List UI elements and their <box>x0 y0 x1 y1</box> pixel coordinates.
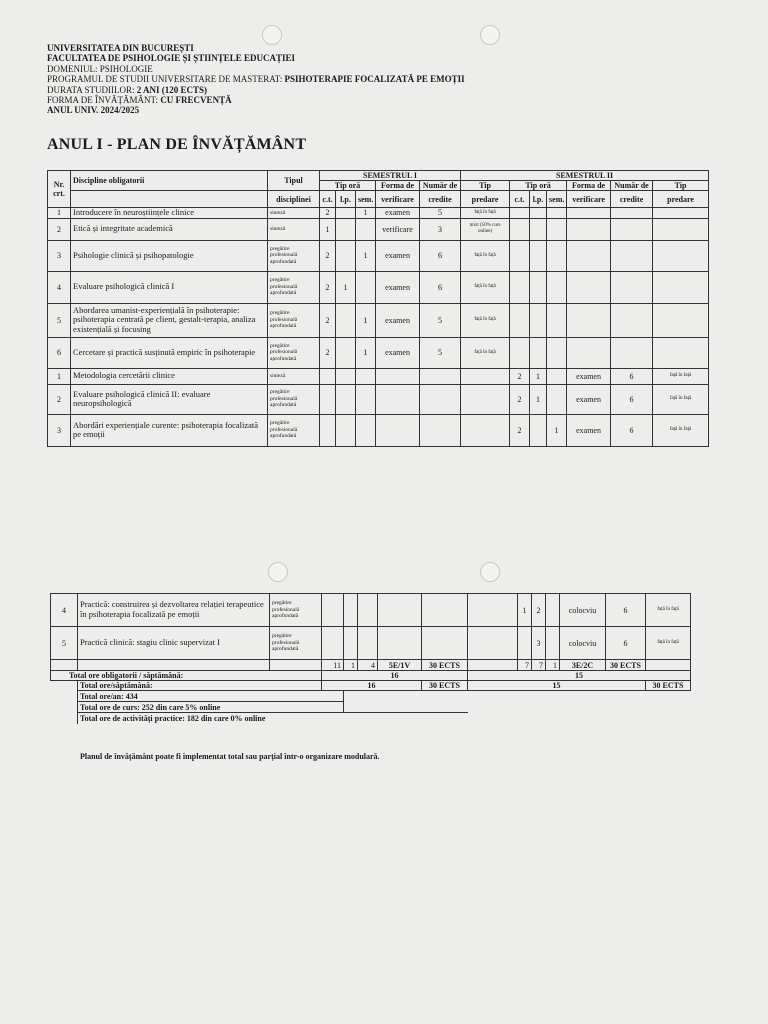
credite-header: credite <box>611 191 653 208</box>
empty-cell <box>344 691 691 702</box>
s2-hours-ct: 2 <box>510 384 530 414</box>
s2-credits <box>611 240 653 271</box>
semester2-header: SEMESTRUL II <box>461 171 709 181</box>
row-number: 3 <box>48 414 71 446</box>
s1-credits: 6 <box>420 271 461 303</box>
total-obligatorii-row <box>51 671 691 681</box>
row-number: 3 <box>48 240 71 271</box>
table-row <box>48 208 709 219</box>
form-label: FORMA DE ÎNVĂȚĂMÂNT: <box>47 95 161 106</box>
row-number: 2 <box>48 218 71 240</box>
empty-cell <box>646 660 691 671</box>
s2-hours-ct <box>510 271 530 303</box>
s1-verification-form <box>376 384 420 414</box>
form-line <box>47 95 465 105</box>
row-number: 4 <box>51 594 78 627</box>
s2-hours-sem <box>546 627 560 660</box>
s2-verification-form: examen <box>567 384 611 414</box>
s1-credits <box>420 414 461 446</box>
s1-teaching-type: față în față <box>461 271 510 303</box>
s1-hours-sem: 1 <box>356 208 376 219</box>
s1-teaching-type <box>461 414 510 446</box>
s2-teaching-type <box>653 337 709 368</box>
s1-verification-form <box>378 594 422 627</box>
total-obligatorii-label: Total ore obligatorii / săptămână: <box>51 671 322 681</box>
table-row <box>48 384 709 414</box>
s2-teaching-type <box>653 240 709 271</box>
ct-header: c.t. <box>320 191 336 208</box>
s1-hours-sem: 1 <box>356 303 376 337</box>
sum-s2-credite: 30 ECTS <box>606 660 646 671</box>
s2-credits: 6 <box>611 414 653 446</box>
s1-verification-form: examen <box>376 240 420 271</box>
s1-hours-ct: 1 <box>320 218 336 240</box>
s2-hours-lp <box>530 303 547 337</box>
discipline-type: pregătire profesională aprofundată <box>268 414 320 446</box>
duration-line <box>47 85 465 95</box>
row-number: 5 <box>48 303 71 337</box>
total-saptamana-s2-ects: 30 ECTS <box>646 681 691 691</box>
sem-header: sem. <box>356 191 376 208</box>
s1-hours-lp <box>344 594 358 627</box>
sum-s1-lp: 1 <box>344 660 358 671</box>
s1-hours-sem <box>358 594 378 627</box>
s2-credits <box>611 218 653 240</box>
document-header <box>47 43 465 116</box>
table-row <box>48 414 709 446</box>
table-row <box>51 627 691 660</box>
row-number: 1 <box>48 208 71 219</box>
academic-year: ANUL UNIV. 2024/2025 <box>47 105 140 116</box>
punch-hole <box>268 562 288 582</box>
s1-hours-ct: 2 <box>320 337 336 368</box>
s1-hours-sem <box>356 271 376 303</box>
s1-hours-sem <box>358 627 378 660</box>
s1-credits: 6 <box>420 240 461 271</box>
sum-s2-lp: 7 <box>532 660 546 671</box>
s2-hours-lp: 3 <box>532 627 546 660</box>
s2-teaching-type: față în față <box>653 384 709 414</box>
s2-hours-sem <box>546 594 560 627</box>
row-number: 1 <box>48 368 71 384</box>
table-row <box>48 271 709 303</box>
s1-credits <box>422 627 468 660</box>
lp-header: l.p. <box>530 191 547 208</box>
program-label: PROGRAMUL DE STUDII UNIVERSITARE DE MASTERAT: <box>47 74 285 85</box>
s2-teaching-type: față în față <box>653 368 709 384</box>
table-row <box>51 594 691 627</box>
discipline-name: Evaluare psihologică clinică II: evaluare neuropsihologică <box>71 384 268 414</box>
s1-teaching-type: față în față <box>461 337 510 368</box>
discipline-name: Practică clinică: stagiu clinic supervizat I <box>78 627 270 660</box>
discipline-type: sinteză <box>268 368 320 384</box>
s2-teaching-type <box>653 303 709 337</box>
s1-teaching-type <box>468 627 518 660</box>
s2-credits: 6 <box>611 368 653 384</box>
s1-verification-form: examen <box>376 271 420 303</box>
numar-de-header: Număr de <box>420 181 461 191</box>
predare-header: predare <box>653 191 709 208</box>
s1-hours-sem <box>356 414 376 446</box>
s1-hours-lp <box>336 240 356 271</box>
s2-credits <box>611 303 653 337</box>
numar-de-header: Număr de <box>611 181 653 191</box>
punch-hole <box>480 25 500 45</box>
row-number: 6 <box>48 337 71 368</box>
s2-hours-lp: 2 <box>532 594 546 627</box>
program-value: PSIHOTERAPIE FOCALIZATĂ PE EMOȚII <box>284 74 465 85</box>
s2-teaching-type <box>653 208 709 219</box>
forma-de-header: Forma de <box>376 181 420 191</box>
nr-label: Nr. <box>53 180 65 189</box>
s2-hours-lp: 1 <box>530 384 547 414</box>
discipline-type: pregătire profesională aprofundată <box>270 627 322 660</box>
s1-credits <box>422 594 468 627</box>
s2-hours-sem <box>547 208 567 219</box>
total-saptamana-s1: 16 <box>322 681 422 691</box>
s2-hours-ct <box>510 208 530 219</box>
ct-header: c.t. <box>510 191 530 208</box>
s2-hours-ct <box>510 218 530 240</box>
s2-hours-sem <box>547 337 567 368</box>
s1-hours-sem <box>356 384 376 414</box>
table-row <box>48 368 709 384</box>
row-number: 2 <box>48 384 71 414</box>
tip-ora-header: Tip oră <box>510 181 567 191</box>
s1-hours-lp: 1 <box>336 271 356 303</box>
empty-cell <box>51 681 78 691</box>
form-value: CU FRECVENȚĂ <box>160 95 232 106</box>
discipline-name: Introducere în neuroștiințele clinice <box>71 208 268 219</box>
semester1-header: SEMESTRUL I <box>320 171 461 181</box>
s2-hours-sem <box>547 271 567 303</box>
discipline-type: sinteză <box>268 218 320 240</box>
curriculum-table <box>47 170 709 447</box>
s1-hours-lp <box>336 368 356 384</box>
s1-teaching-type: față în față <box>461 208 510 219</box>
s1-hours-ct: 2 <box>320 303 336 337</box>
discipline-name: Practică: construirea și dezvoltarea relației terapeutice în psihoterapia focalizată pe emoții <box>78 594 270 627</box>
empty-cell <box>468 660 518 671</box>
s2-verification-form <box>567 337 611 368</box>
s1-hours-lp <box>336 337 356 368</box>
s1-hours-sem <box>356 368 376 384</box>
discipline-type: pregătire profesională aprofundată <box>268 337 320 368</box>
s2-hours-ct <box>510 240 530 271</box>
s2-credits <box>611 271 653 303</box>
row-number: 5 <box>51 627 78 660</box>
discipline-type: pregătire profesională aprofundată <box>268 240 320 271</box>
sum-s2-verificare: 3E/2C <box>560 660 606 671</box>
discipline-type: pregătire profesională aprofundată <box>268 384 320 414</box>
sum-s2-ct: 7 <box>518 660 532 671</box>
s1-hours-lp <box>336 303 356 337</box>
empty-cell <box>468 713 691 724</box>
empty-cell <box>51 713 78 724</box>
duration-label: DURATA STUDIILOR: <box>47 84 137 95</box>
s1-hours-ct <box>322 594 344 627</box>
sum-s1-ct: 11 <box>322 660 344 671</box>
s1-verification-form <box>376 368 420 384</box>
s2-verification-form <box>567 303 611 337</box>
program-line <box>47 74 465 84</box>
s1-verification-form: examen <box>376 337 420 368</box>
s2-hours-ct: 2 <box>510 368 530 384</box>
discipline-name: Abordări experiențiale curente: psihoterapia focalizată pe emoții <box>71 414 268 446</box>
s1-hours-lp <box>344 627 358 660</box>
tip-header: Tip <box>653 181 709 191</box>
sums-row <box>51 660 691 671</box>
s2-credits <box>611 337 653 368</box>
s1-credits <box>420 384 461 414</box>
total-an: Total ore/an: 434 <box>78 691 344 702</box>
nr-header <box>48 171 71 208</box>
tipul-header: Tipul <box>268 171 320 191</box>
s1-credits <box>420 368 461 384</box>
empty-cell <box>51 660 78 671</box>
s2-hours-sem <box>547 240 567 271</box>
s1-verification-form <box>376 414 420 446</box>
table-row <box>48 337 709 368</box>
s2-credits: 6 <box>611 384 653 414</box>
s1-hours-ct <box>322 627 344 660</box>
s1-teaching-type <box>468 594 518 627</box>
discipline-name: Cercetare și practică susținută empiric în psihoterapie <box>71 337 268 368</box>
footer-note: Planul de învățământ poate fi implementat total sau parțial într-o organizare modulară. <box>80 752 380 761</box>
s2-teaching-type: față în față <box>646 594 691 627</box>
s1-hours-lp <box>336 414 356 446</box>
crt-label: crt. <box>53 189 65 198</box>
empty-cell <box>51 702 78 713</box>
s2-credits: 6 <box>606 627 646 660</box>
s2-verification-form <box>567 240 611 271</box>
empty-cell <box>78 660 270 671</box>
s2-hours-lp <box>530 240 547 271</box>
discipline-type: pregătire profesională aprofundată <box>268 271 320 303</box>
verificare-header: verificare <box>567 191 611 208</box>
table-row <box>48 303 709 337</box>
s1-hours-lp <box>336 218 356 240</box>
total-obligatorii-s2: 15 <box>468 671 691 681</box>
discipline-name: Metodologia cercetării clinice <box>71 368 268 384</box>
s2-teaching-type: față în față <box>646 627 691 660</box>
s2-hours-lp <box>530 208 547 219</box>
s1-teaching-type: față în față <box>461 240 510 271</box>
s2-hours-lp <box>530 271 547 303</box>
sum-s2-sem: 1 <box>546 660 560 671</box>
sum-s1-sem: 4 <box>358 660 378 671</box>
s1-hours-ct <box>320 384 336 414</box>
s2-hours-sem <box>547 218 567 240</box>
s1-hours-ct <box>320 414 336 446</box>
total-saptamana-label: Total ore/săptămână: <box>78 681 322 691</box>
s2-hours-lp <box>530 218 547 240</box>
sem-header: sem. <box>547 191 567 208</box>
row-number: 4 <box>48 271 71 303</box>
total-practice: Total ore de activități practice: 182 din care 0% online <box>78 713 468 724</box>
total-saptamana-s2: 15 <box>468 681 646 691</box>
s1-credits: 5 <box>420 208 461 219</box>
s2-teaching-type <box>653 271 709 303</box>
s1-teaching-type: mixt (50% curs online) <box>461 218 510 240</box>
discipline-name: Evaluare psihologică clinică I <box>71 271 268 303</box>
s1-teaching-type: față în față <box>461 303 510 337</box>
s1-hours-ct: 2 <box>320 271 336 303</box>
credite-header: credite <box>420 191 461 208</box>
s2-hours-ct: 1 <box>518 594 532 627</box>
table-row <box>48 240 709 271</box>
punch-hole <box>480 562 500 582</box>
s1-hours-sem <box>356 218 376 240</box>
s2-credits: 6 <box>606 594 646 627</box>
domain-line: DOMENIUL: PSIHOLOGIE <box>47 63 153 74</box>
forma-de-header: Forma de <box>567 181 611 191</box>
s2-hours-lp <box>530 337 547 368</box>
predare-header: predare <box>461 191 510 208</box>
faculty-name: FACULTATEA DE PSIHOLOGIE ȘI ȘTIINȚELE EDUCAȚIEI <box>47 53 295 64</box>
lp-header: l.p. <box>336 191 356 208</box>
sum-s1-credite: 30 ECTS <box>422 660 468 671</box>
s2-hours-ct <box>510 303 530 337</box>
s2-hours-ct <box>510 337 530 368</box>
s2-hours-sem <box>547 303 567 337</box>
s2-credits <box>611 208 653 219</box>
punch-hole <box>262 25 282 45</box>
s1-hours-sem: 1 <box>356 240 376 271</box>
table-row <box>48 218 709 240</box>
total-curs: Total ore de curs: 252 din care 5% online <box>78 702 344 713</box>
s2-verification-form: colocviu <box>560 627 606 660</box>
s1-hours-ct: 2 <box>320 240 336 271</box>
sum-s1-verificare: 5E/1V <box>378 660 422 671</box>
s1-verification-form: examen <box>376 303 420 337</box>
total-obligatorii-s1: 16 <box>322 671 468 681</box>
s2-teaching-type <box>653 218 709 240</box>
s2-teaching-type: față în față <box>653 414 709 446</box>
empty-cell <box>344 702 691 713</box>
page-title: ANUL I - PLAN DE ÎNVĂȚĂMÂNT <box>47 136 307 153</box>
s2-verification-form <box>567 218 611 240</box>
discipline-type: sinteză <box>268 208 320 219</box>
s1-credits: 5 <box>420 303 461 337</box>
s2-verification-form <box>567 271 611 303</box>
university-name: UNIVERSITATEA DIN BUCUREȘTI <box>47 43 194 53</box>
empty-cell <box>270 660 322 671</box>
s1-credits: 5 <box>420 337 461 368</box>
discipline-name: Abordarea umanist-experiențială în psihoterapie: psihoterapia centrată pe client, gestalt-terapia, analiza existențială și focusing <box>71 303 268 337</box>
discipline-header: Discipline obligatorii <box>71 171 268 191</box>
s1-teaching-type <box>461 368 510 384</box>
s1-credits: 3 <box>420 218 461 240</box>
s2-hours-lp: 1 <box>530 368 547 384</box>
total-saptamana-row <box>51 681 691 691</box>
s2-hours-sem <box>547 368 567 384</box>
curriculum-table-continued <box>50 593 691 724</box>
s2-hours-ct: 2 <box>510 414 530 446</box>
s2-verification-form: examen <box>567 414 611 446</box>
duration-value: 2 ANI (120 ECTS) <box>136 84 208 95</box>
empty-cell <box>71 191 268 208</box>
s2-hours-sem: 1 <box>547 414 567 446</box>
s1-hours-sem: 1 <box>356 337 376 368</box>
s2-verification-form: examen <box>567 368 611 384</box>
s1-hours-lp <box>336 208 356 219</box>
s2-hours-sem <box>547 384 567 414</box>
s1-hours-ct: 2 <box>320 208 336 219</box>
s2-verification-form <box>567 208 611 219</box>
verificare-header: verificare <box>376 191 420 208</box>
s1-hours-lp <box>336 384 356 414</box>
empty-cell <box>51 691 78 702</box>
s2-hours-lp <box>530 414 547 446</box>
tip-ora-header: Tip oră <box>320 181 376 191</box>
s1-hours-ct <box>320 368 336 384</box>
total-saptamana-s1-ects: 30 ECTS <box>422 681 468 691</box>
s1-teaching-type <box>461 384 510 414</box>
s2-hours-ct <box>518 627 532 660</box>
s1-verification-form: verificare <box>376 218 420 240</box>
disciplinei-header: disciplinei <box>268 191 320 208</box>
discipline-type: pregătire profesională aprofundată <box>270 594 322 627</box>
discipline-type: pregătire profesională aprofundată <box>268 303 320 337</box>
s2-verification-form: colocviu <box>560 594 606 627</box>
discipline-name: Psihologie clinică și psihopatologie <box>71 240 268 271</box>
s1-verification-form: examen <box>376 208 420 219</box>
s1-verification-form <box>378 627 422 660</box>
discipline-name: Etică și integritate academică <box>71 218 268 240</box>
tip-header: Tip <box>461 181 510 191</box>
